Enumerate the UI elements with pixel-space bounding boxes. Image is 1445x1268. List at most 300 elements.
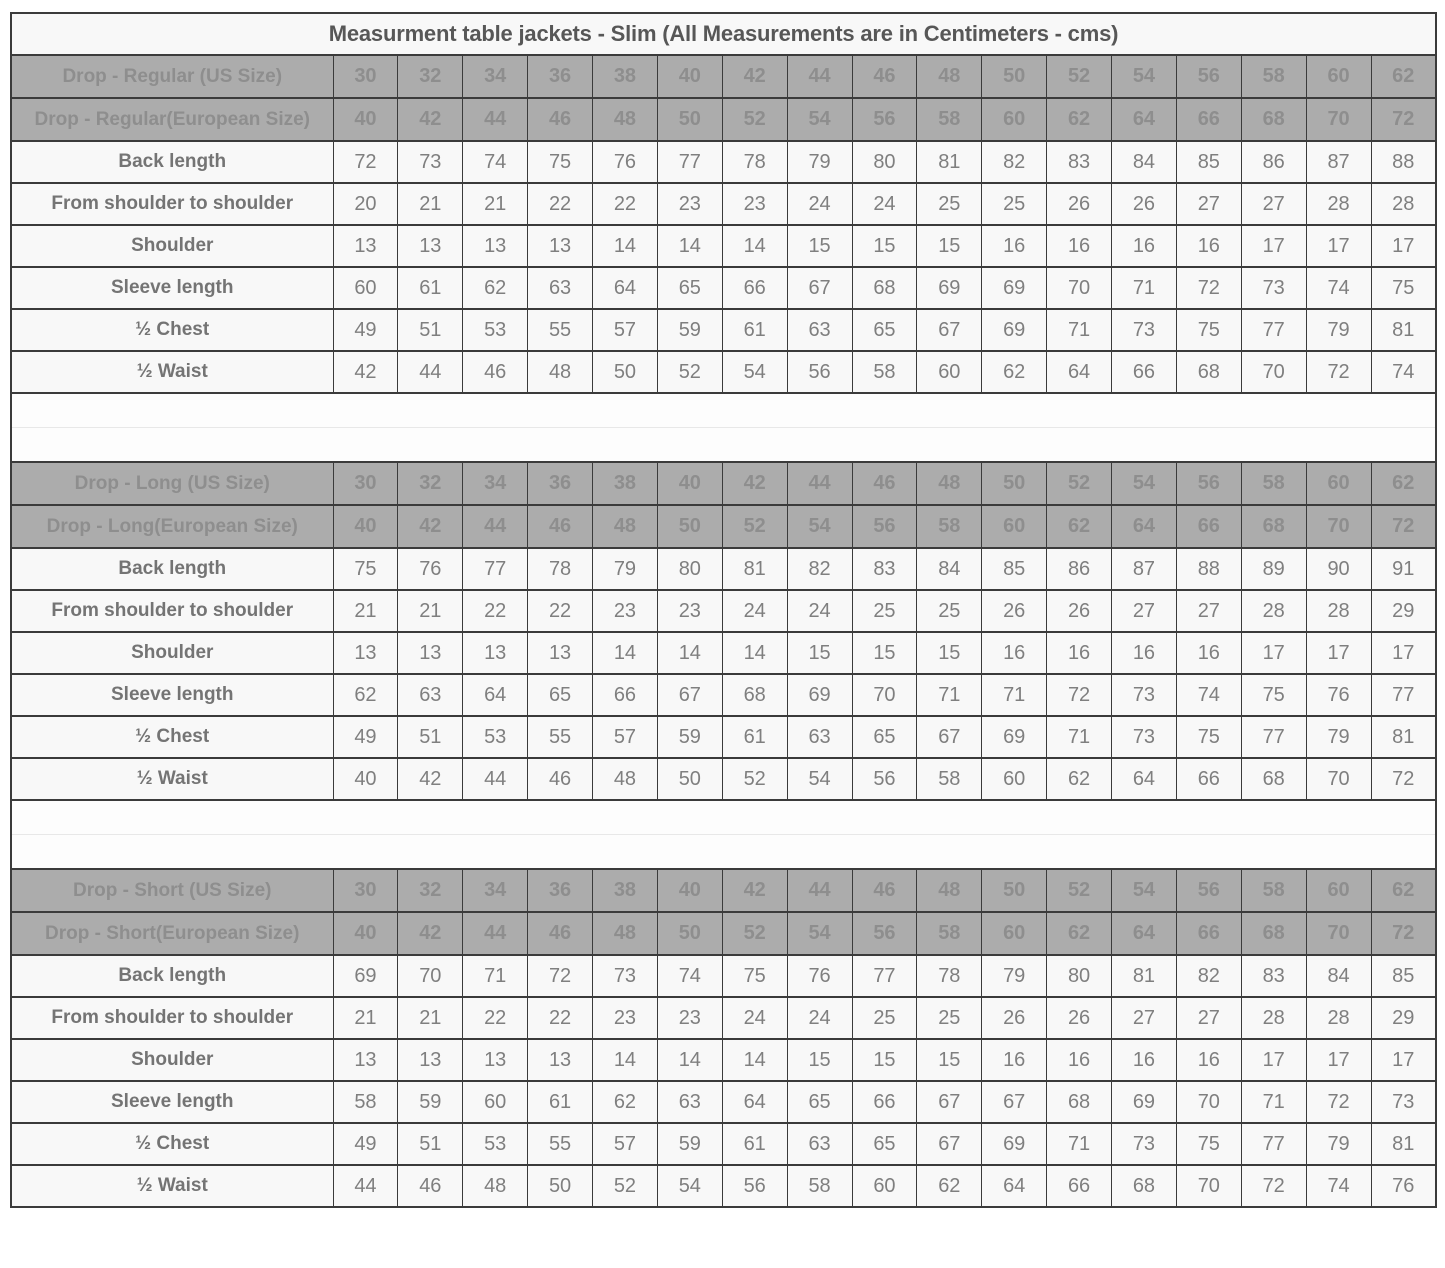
- section-regular-measurement-row-cell: 77: [1241, 309, 1306, 351]
- section-regular-measurement-row-cell: 70: [1241, 351, 1306, 393]
- section-regular-measurement-row-cell: 72: [1176, 267, 1241, 309]
- section-short-measurement-row-cell: 49: [333, 1123, 398, 1165]
- section-short-measurement-row-cell: 66: [1047, 1165, 1112, 1207]
- section-short-measurement-row-cell: 60: [463, 1081, 528, 1123]
- section-short-measurement-row-cell: 15: [787, 1039, 852, 1081]
- section-long-measurement-row-cell: 55: [528, 716, 593, 758]
- section-regular-measurement-row-cell: 86: [1241, 141, 1306, 183]
- section-long-measurement-row-cell: 13: [528, 632, 593, 674]
- section-regular-measurement-row-cell: 15: [917, 225, 982, 267]
- section-short-measurement-row-cell: 57: [593, 1123, 658, 1165]
- section-regular-us-size-row-cell: 34: [463, 55, 528, 98]
- section-short-measurement-row-cell: 61: [722, 1123, 787, 1165]
- section-short-measurement-row-cell: 59: [398, 1081, 463, 1123]
- section-regular-measurement-row-cell: 69: [917, 267, 982, 309]
- section-long-us-size-row-cell: 62: [1371, 462, 1436, 505]
- section-regular-measurement-row-label: Shoulder: [11, 225, 333, 267]
- section-short-measurement-row-cell: 28: [1241, 997, 1306, 1039]
- section-short-measurement-row-cell: 67: [982, 1081, 1047, 1123]
- section-long-measurement-row-cell: 15: [852, 632, 917, 674]
- section-long-measurement-row-cell: 73: [1112, 674, 1177, 716]
- section-long-measurement-row-label: ½ Chest: [11, 716, 333, 758]
- section-regular-measurement-row-cell: 48: [528, 351, 593, 393]
- section-regular-measurement-row-cell: 88: [1371, 141, 1436, 183]
- section-short-measurement-row-cell: 48: [463, 1165, 528, 1207]
- section-short-eu-size-row-cell: 40: [333, 912, 398, 955]
- section-long-measurement-row-cell: 68: [1241, 758, 1306, 800]
- section-short-measurement-row: [11, 1123, 1436, 1165]
- section-long-measurement-row-cell: 23: [657, 590, 722, 632]
- section-regular-measurement-row-cell: 81: [1371, 309, 1436, 351]
- section-regular-eu-size-row-cell: 56: [852, 98, 917, 141]
- section-short-measurement-row-cell: 70: [1176, 1081, 1241, 1123]
- section-regular-measurement-row-cell: 67: [787, 267, 852, 309]
- section-short-eu-size-row-cell: 70: [1306, 912, 1371, 955]
- section-long-measurement-row-cell: 14: [593, 632, 658, 674]
- section-long-measurement-row-cell: 42: [398, 758, 463, 800]
- section-long-measurement-row-cell: 52: [722, 758, 787, 800]
- section-long-eu-size-row-cell: 50: [657, 505, 722, 548]
- section-regular-measurement-row-cell: 25: [917, 183, 982, 225]
- section-regular-eu-size-row-label: Drop - Regular(European Size): [11, 98, 333, 141]
- section-long-us-size-row-label: Drop - Long (US Size): [11, 462, 333, 505]
- section-regular-eu-size-row-cell: 40: [333, 98, 398, 141]
- section-regular-measurement-row: [11, 309, 1436, 351]
- section-regular-us-size-row-cell: 56: [1176, 55, 1241, 98]
- section-short-measurement-row-cell: 69: [333, 955, 398, 997]
- section-regular-measurement-row-cell: 25: [982, 183, 1047, 225]
- section-short-measurement-row-label: From shoulder to shoulder: [11, 997, 333, 1039]
- section-long-measurement-row: [11, 632, 1436, 674]
- section-long-measurement-row-cell: 15: [917, 632, 982, 674]
- section-regular-measurement-row-cell: 27: [1176, 183, 1241, 225]
- section-short-measurement-row-cell: 28: [1306, 997, 1371, 1039]
- section-long-measurement-row-cell: 81: [1371, 716, 1436, 758]
- table-title-row: [11, 13, 1436, 55]
- section-long-measurement-row: [11, 674, 1436, 716]
- section-long-measurement-row-cell: 13: [333, 632, 398, 674]
- section-long-eu-size-row-cell: 68: [1241, 505, 1306, 548]
- section-short-measurement-row-cell: 16: [1176, 1039, 1241, 1081]
- section-long-measurement-row-cell: 25: [852, 590, 917, 632]
- section-long-measurement-row-cell: 70: [852, 674, 917, 716]
- section-regular-measurement-row-cell: 15: [787, 225, 852, 267]
- section-short-measurement-row-cell: 22: [463, 997, 528, 1039]
- section-short-eu-size-row-cell: 50: [657, 912, 722, 955]
- section-regular-measurement-row-cell: 16: [1112, 225, 1177, 267]
- section-long-measurement-row-cell: 83: [852, 548, 917, 590]
- section-regular-us-size-row-cell: 54: [1112, 55, 1177, 98]
- section-short-eu-size-row-cell: 64: [1112, 912, 1177, 955]
- section-long-us-size-row-cell: 60: [1306, 462, 1371, 505]
- section-short-measurement-row-cell: 26: [1047, 997, 1112, 1039]
- section-long-measurement-row-cell: 48: [593, 758, 658, 800]
- section-regular-measurement-row-cell: 71: [1047, 309, 1112, 351]
- section-short-measurement-row: [11, 1039, 1436, 1081]
- section-short-eu-size-row-cell: 44: [463, 912, 528, 955]
- section-regular-measurement-row-cell: 66: [1112, 351, 1177, 393]
- section-regular-measurement-row-cell: 62: [463, 267, 528, 309]
- section-short-measurement-row-cell: 65: [787, 1081, 852, 1123]
- section-regular-measurement-row-cell: 16: [1047, 225, 1112, 267]
- section-short-us-size-row-cell: 30: [333, 869, 398, 912]
- section-regular-measurement-row-cell: 68: [1176, 351, 1241, 393]
- section-short-measurement-row-cell: 66: [852, 1081, 917, 1123]
- section-long-measurement-row-cell: 24: [787, 590, 852, 632]
- section-short-us-size-row-cell: 58: [1241, 869, 1306, 912]
- section-long-us-size-row-cell: 48: [917, 462, 982, 505]
- section-regular-measurement-row-cell: 14: [593, 225, 658, 267]
- section-short-measurement-row-cell: 81: [1112, 955, 1177, 997]
- section-regular-measurement-row-cell: 87: [1306, 141, 1371, 183]
- section-short-measurement-row-cell: 58: [333, 1081, 398, 1123]
- section-long-measurement-row: [11, 548, 1436, 590]
- section-regular-measurement-row-cell: 74: [1371, 351, 1436, 393]
- section-regular-measurement-row-cell: 76: [593, 141, 658, 183]
- section-long-measurement-row-cell: 62: [333, 674, 398, 716]
- section-long-measurement-row-cell: 60: [982, 758, 1047, 800]
- section-long-measurement-row-label: ½ Waist: [11, 758, 333, 800]
- section-regular-eu-size-row-cell: 58: [917, 98, 982, 141]
- section-long-us-size-row-cell: 54: [1112, 462, 1177, 505]
- section-long-measurement-row-cell: 57: [593, 716, 658, 758]
- section-regular-measurement-row-cell: 64: [1047, 351, 1112, 393]
- section-long-measurement-row-cell: 75: [333, 548, 398, 590]
- section-short-measurement-row-cell: 27: [1176, 997, 1241, 1039]
- section-regular-measurement-row-cell: 67: [917, 309, 982, 351]
- section-regular-measurement-row-cell: 79: [1306, 309, 1371, 351]
- section-regular-eu-size-row-cell: 50: [657, 98, 722, 141]
- section-regular-measurement-row-cell: 58: [852, 351, 917, 393]
- section-regular-measurement-row-cell: 63: [528, 267, 593, 309]
- section-long-measurement-row-cell: 75: [1176, 716, 1241, 758]
- section-regular-measurement-row-label: ½ Chest: [11, 309, 333, 351]
- section-long-measurement-row-cell: 70: [1306, 758, 1371, 800]
- section-short-measurement-row-cell: 64: [722, 1081, 787, 1123]
- section-short-measurement-row-cell: 72: [1241, 1165, 1306, 1207]
- section-regular-measurement-row-cell: 69: [982, 309, 1047, 351]
- section-short-us-size-row-cell: 34: [463, 869, 528, 912]
- section-short-measurement-row-cell: 70: [398, 955, 463, 997]
- section-short-measurement-row-cell: 27: [1112, 997, 1177, 1039]
- section-long-eu-size-row-cell: 64: [1112, 505, 1177, 548]
- section-long-measurement-row-cell: 28: [1241, 590, 1306, 632]
- section-gap-row-cell: [11, 393, 1436, 428]
- section-short-measurement-row-cell: 52: [593, 1165, 658, 1207]
- section-regular-measurement-row-label: Sleeve length: [11, 267, 333, 309]
- section-short-us-size-row-cell: 50: [982, 869, 1047, 912]
- section-long-measurement-row-cell: 67: [657, 674, 722, 716]
- section-short-us-size-row-cell: 44: [787, 869, 852, 912]
- section-regular-us-size-row-cell: 48: [917, 55, 982, 98]
- section-short-measurement-row-cell: 64: [982, 1165, 1047, 1207]
- section-short-eu-size-row-cell: 60: [982, 912, 1047, 955]
- measurement-table-body: [11, 13, 1436, 1207]
- section-regular-measurement-row-cell: 70: [1047, 267, 1112, 309]
- section-short-us-size-row-cell: 54: [1112, 869, 1177, 912]
- section-short-measurement-row-cell: 13: [528, 1039, 593, 1081]
- section-regular-eu-size-row-cell: 70: [1306, 98, 1371, 141]
- section-long-measurement-row-label: Back length: [11, 548, 333, 590]
- section-long-measurement-row-cell: 72: [1371, 758, 1436, 800]
- section-long-eu-size-row: [11, 505, 1436, 548]
- section-long-measurement-row-cell: 87: [1112, 548, 1177, 590]
- section-short-measurement-row-cell: 74: [657, 955, 722, 997]
- section-short-measurement-row-cell: 69: [982, 1123, 1047, 1165]
- section-regular-measurement-row-cell: 17: [1241, 225, 1306, 267]
- section-regular-measurement-row-cell: 74: [463, 141, 528, 183]
- section-regular-measurement-row-cell: 22: [593, 183, 658, 225]
- section-long-eu-size-row-cell: 52: [722, 505, 787, 548]
- section-long-measurement-row-cell: 63: [787, 716, 852, 758]
- section-regular-us-size-row-cell: 50: [982, 55, 1047, 98]
- section-short-measurement-row-cell: 67: [917, 1123, 982, 1165]
- section-regular-measurement-row-cell: 14: [722, 225, 787, 267]
- section-long-measurement-row-cell: 65: [528, 674, 593, 716]
- section-regular-measurement-row-cell: 21: [398, 183, 463, 225]
- section-gap-row: [11, 835, 1436, 870]
- section-short-us-size-row-cell: 36: [528, 869, 593, 912]
- section-regular-measurement-row-cell: 24: [852, 183, 917, 225]
- section-short-measurement-row-cell: 26: [982, 997, 1047, 1039]
- section-long-us-size-row-cell: 58: [1241, 462, 1306, 505]
- section-regular-eu-size-row-cell: 52: [722, 98, 787, 141]
- section-regular-measurement-row-cell: 64: [593, 267, 658, 309]
- section-long-measurement-row-cell: 22: [528, 590, 593, 632]
- section-regular-measurement-row-cell: 73: [1112, 309, 1177, 351]
- section-long-us-size-row-cell: 50: [982, 462, 1047, 505]
- section-short-measurement-row-cell: 72: [528, 955, 593, 997]
- section-regular-us-size-row-cell: 52: [1047, 55, 1112, 98]
- section-long-measurement-row-cell: 71: [1047, 716, 1112, 758]
- section-regular-measurement-row-cell: 42: [333, 351, 398, 393]
- section-long-eu-size-row-cell: 40: [333, 505, 398, 548]
- section-long-measurement-row-cell: 17: [1306, 632, 1371, 674]
- section-short-measurement-row-cell: 73: [1112, 1123, 1177, 1165]
- section-short-measurement-row: [11, 1081, 1436, 1123]
- section-short-measurement-row-cell: 50: [528, 1165, 593, 1207]
- section-regular-measurement-row-cell: 72: [1306, 351, 1371, 393]
- section-short-measurement-row-cell: 29: [1371, 997, 1436, 1039]
- section-gap-row-cell: [11, 800, 1436, 835]
- section-regular-measurement-row-cell: 61: [398, 267, 463, 309]
- section-long-us-size-row-cell: 44: [787, 462, 852, 505]
- section-short-eu-size-row-cell: 48: [593, 912, 658, 955]
- section-regular-eu-size-row-cell: 64: [1112, 98, 1177, 141]
- section-long-eu-size-row-cell: 62: [1047, 505, 1112, 548]
- section-short-measurement-row-cell: 71: [463, 955, 528, 997]
- section-short-measurement-row-cell: 17: [1306, 1039, 1371, 1081]
- section-short-measurement-row-cell: 56: [722, 1165, 787, 1207]
- section-long-measurement-row-cell: 21: [333, 590, 398, 632]
- section-gap-row: [11, 800, 1436, 835]
- section-regular-eu-size-row-cell: 42: [398, 98, 463, 141]
- section-short-measurement-row-cell: 82: [1176, 955, 1241, 997]
- section-regular-eu-size-row-cell: 48: [593, 98, 658, 141]
- section-regular-measurement-row-cell: 28: [1306, 183, 1371, 225]
- section-short-measurement-row-cell: 21: [398, 997, 463, 1039]
- section-regular-measurement-row-cell: 51: [398, 309, 463, 351]
- measurement-table: [10, 12, 1437, 1208]
- section-regular-measurement-row-cell: 71: [1112, 267, 1177, 309]
- section-long-measurement-row-cell: 80: [657, 548, 722, 590]
- section-short-measurement-row-cell: 53: [463, 1123, 528, 1165]
- section-long-measurement-row-cell: 15: [787, 632, 852, 674]
- section-regular-eu-size-row-cell: 62: [1047, 98, 1112, 141]
- section-regular-measurement-row-cell: 79: [787, 141, 852, 183]
- section-regular-measurement-row-cell: 16: [1176, 225, 1241, 267]
- section-short-measurement-row-label: Sleeve length: [11, 1081, 333, 1123]
- section-short-measurement-row-cell: 17: [1241, 1039, 1306, 1081]
- section-short-measurement-row-cell: 84: [1306, 955, 1371, 997]
- section-long-measurement-row-cell: 13: [398, 632, 463, 674]
- section-regular-measurement-row-cell: 82: [982, 141, 1047, 183]
- section-short-measurement-row-cell: 58: [787, 1165, 852, 1207]
- section-long-measurement-row-cell: 16: [1047, 632, 1112, 674]
- section-long-us-size-row-cell: 36: [528, 462, 593, 505]
- section-short-measurement-row-label: Back length: [11, 955, 333, 997]
- section-short-measurement-row-cell: 14: [593, 1039, 658, 1081]
- section-short-eu-size-row-cell: 66: [1176, 912, 1241, 955]
- section-regular-measurement-row: [11, 183, 1436, 225]
- section-long-measurement-row-cell: 40: [333, 758, 398, 800]
- section-short-us-size-row-cell: 40: [657, 869, 722, 912]
- section-long-measurement-row-cell: 14: [657, 632, 722, 674]
- section-short-measurement-row-label: Shoulder: [11, 1039, 333, 1081]
- section-short-measurement-row-cell: 13: [333, 1039, 398, 1081]
- section-regular-measurement-row-cell: 81: [917, 141, 982, 183]
- section-regular-measurement-row-cell: 24: [787, 183, 852, 225]
- section-long-measurement-row: [11, 590, 1436, 632]
- section-short-eu-size-row-cell: 42: [398, 912, 463, 955]
- section-long-eu-size-row-cell: 42: [398, 505, 463, 548]
- section-long-measurement-row-cell: 86: [1047, 548, 1112, 590]
- section-short-measurement-row-cell: 25: [917, 997, 982, 1039]
- section-regular-measurement-row: [11, 351, 1436, 393]
- section-long-measurement-row-cell: 77: [1371, 674, 1436, 716]
- section-short-measurement-row-cell: 60: [852, 1165, 917, 1207]
- section-long-us-size-row: [11, 462, 1436, 505]
- section-long-measurement-row-cell: 51: [398, 716, 463, 758]
- section-long-measurement-row-cell: 56: [852, 758, 917, 800]
- section-regular-measurement-row-cell: 53: [463, 309, 528, 351]
- section-long-eu-size-row-cell: 60: [982, 505, 1047, 548]
- section-regular-measurement-row-cell: 17: [1371, 225, 1436, 267]
- section-long-measurement-row-cell: 69: [787, 674, 852, 716]
- section-regular-measurement-row-cell: 73: [398, 141, 463, 183]
- section-long-measurement-row-cell: 85: [982, 548, 1047, 590]
- section-short-eu-size-row-cell: 68: [1241, 912, 1306, 955]
- section-short-us-size-row-cell: 60: [1306, 869, 1371, 912]
- section-short-measurement-row-cell: 75: [1176, 1123, 1241, 1165]
- section-regular-measurement-row-cell: 55: [528, 309, 593, 351]
- section-regular-measurement-row-cell: 13: [398, 225, 463, 267]
- section-short-measurement-row-cell: 69: [1112, 1081, 1177, 1123]
- section-long-measurement-row-cell: 90: [1306, 548, 1371, 590]
- section-regular-measurement-row-cell: 20: [333, 183, 398, 225]
- section-short-measurement-row: [11, 997, 1436, 1039]
- section-long-measurement-row-label: From shoulder to shoulder: [11, 590, 333, 632]
- section-short-measurement-row-cell: 77: [852, 955, 917, 997]
- section-gap-row-cell: [11, 835, 1436, 870]
- section-regular-measurement-row-cell: 57: [593, 309, 658, 351]
- section-regular-eu-size-row-cell: 60: [982, 98, 1047, 141]
- section-short-measurement-row: [11, 955, 1436, 997]
- section-regular-measurement-row-cell: 54: [722, 351, 787, 393]
- section-long-measurement-row-cell: 77: [463, 548, 528, 590]
- section-long-measurement-row-cell: 25: [917, 590, 982, 632]
- section-regular-measurement-row-cell: 52: [657, 351, 722, 393]
- section-long-measurement-row-cell: 49: [333, 716, 398, 758]
- section-long-measurement-row-cell: 13: [463, 632, 528, 674]
- section-long-measurement-row-cell: 59: [657, 716, 722, 758]
- section-short-measurement-row-cell: 67: [917, 1081, 982, 1123]
- section-regular-measurement-row-cell: 14: [657, 225, 722, 267]
- section-regular-measurement-row-cell: 60: [333, 267, 398, 309]
- section-long-measurement-row-cell: 46: [528, 758, 593, 800]
- section-short-measurement-row-cell: 51: [398, 1123, 463, 1165]
- section-long-us-size-row-cell: 38: [593, 462, 658, 505]
- section-short-measurement-row-cell: 24: [722, 997, 787, 1039]
- section-long-measurement-row-cell: 16: [982, 632, 1047, 674]
- section-long-us-size-row-cell: 30: [333, 462, 398, 505]
- section-regular-measurement-row-label: From shoulder to shoulder: [11, 183, 333, 225]
- section-regular-measurement-row-cell: 49: [333, 309, 398, 351]
- section-short-measurement-row-cell: 65: [852, 1123, 917, 1165]
- section-regular-measurement-row-cell: 26: [1112, 183, 1177, 225]
- section-regular-measurement-row-cell: 85: [1176, 141, 1241, 183]
- section-regular-measurement-row-cell: 28: [1371, 183, 1436, 225]
- section-regular-measurement-row-cell: 56: [787, 351, 852, 393]
- section-long-measurement-row-cell: 88: [1176, 548, 1241, 590]
- section-short-measurement-row-cell: 71: [1047, 1123, 1112, 1165]
- section-regular-measurement-row-cell: 50: [593, 351, 658, 393]
- section-short-measurement-row-cell: 21: [333, 997, 398, 1039]
- section-long-eu-size-row-cell: 44: [463, 505, 528, 548]
- section-short-eu-size-row-cell: 54: [787, 912, 852, 955]
- section-long-measurement-row-cell: 69: [982, 716, 1047, 758]
- section-long-measurement-row-cell: 26: [982, 590, 1047, 632]
- section-short-measurement-row-cell: 77: [1241, 1123, 1306, 1165]
- section-long-measurement-row-label: Shoulder: [11, 632, 333, 674]
- section-short-us-size-row-cell: 38: [593, 869, 658, 912]
- section-long-us-size-row-cell: 46: [852, 462, 917, 505]
- section-short-measurement-row-cell: 25: [852, 997, 917, 1039]
- section-short-eu-size-row-cell: 56: [852, 912, 917, 955]
- section-regular-measurement-row-cell: 61: [722, 309, 787, 351]
- section-regular-measurement-row-cell: 80: [852, 141, 917, 183]
- section-long-measurement-row-cell: 76: [1306, 674, 1371, 716]
- section-long-measurement-row-cell: 71: [982, 674, 1047, 716]
- section-regular-measurement-row-cell: 22: [528, 183, 593, 225]
- section-long-measurement-row-cell: 66: [1176, 758, 1241, 800]
- section-short-eu-size-row: [11, 912, 1436, 955]
- section-long-measurement-row-cell: 66: [593, 674, 658, 716]
- section-long-measurement-row-cell: 63: [398, 674, 463, 716]
- section-regular-measurement-row-cell: 68: [852, 267, 917, 309]
- section-short-measurement-row-cell: 70: [1176, 1165, 1241, 1207]
- section-regular-measurement-row-label: Back length: [11, 141, 333, 183]
- section-short-measurement-row-label: ½ Waist: [11, 1165, 333, 1207]
- section-long-measurement-row-cell: 61: [722, 716, 787, 758]
- section-long-measurement-row-cell: 16: [1176, 632, 1241, 674]
- section-short-measurement-row: [11, 1165, 1436, 1207]
- section-long-measurement-row-cell: 64: [463, 674, 528, 716]
- section-short-measurement-row-cell: 81: [1371, 1123, 1436, 1165]
- section-long-measurement-row-cell: 73: [1112, 716, 1177, 758]
- section-short-measurement-row-cell: 73: [1371, 1081, 1436, 1123]
- section-long-measurement-row-cell: 17: [1241, 632, 1306, 674]
